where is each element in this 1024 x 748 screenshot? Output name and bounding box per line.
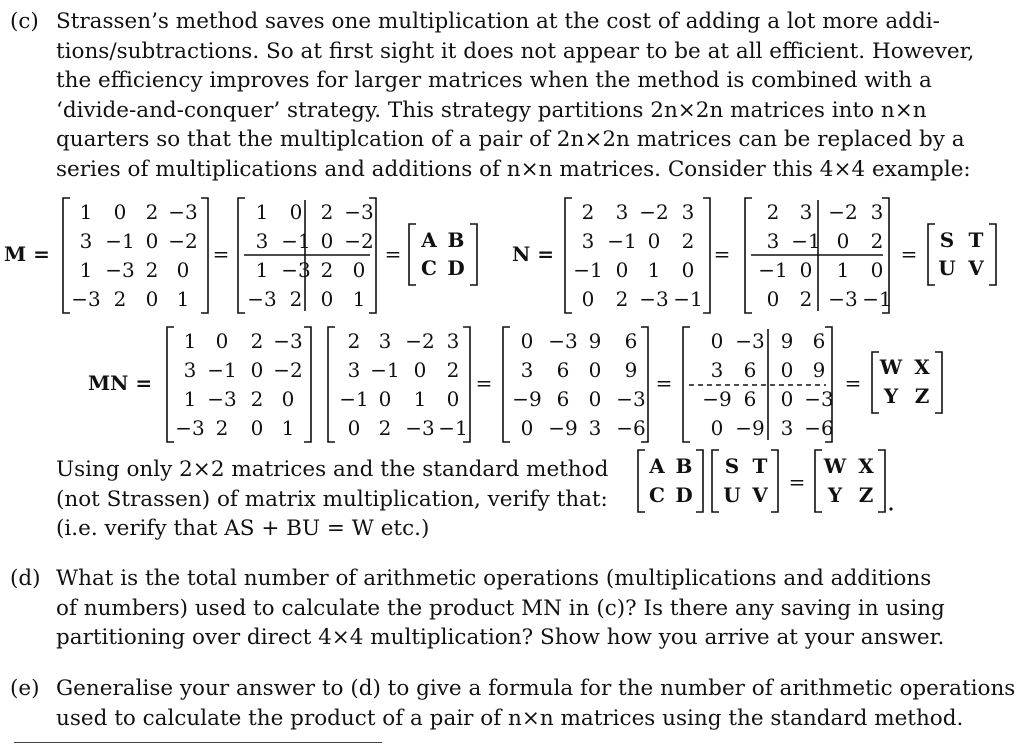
n-cell: 2 — [446, 358, 460, 382]
product-cell: −3 — [804, 387, 834, 411]
m-cell: −3 — [175, 416, 205, 440]
part-c-line: tions/subtractions. So at first sight it does not appear to be at all efficient. However, — [56, 38, 975, 64]
m-cell: 0 — [352, 258, 366, 282]
matrix-n-factor-left-bracket — [328, 327, 335, 442]
n-cell: −1 — [758, 258, 788, 282]
m-cell: 0 — [145, 229, 159, 253]
n-cell: 2 — [681, 229, 695, 253]
part-d-line: partitioning over direct 4×4 multiplication? Show how you arrive at your answer. — [56, 625, 945, 651]
matrix-m-partitioned-left-bracket — [238, 198, 245, 313]
part-c-line: ‘divide-and-conquer’ strategy. This strategy partitions 2n×2n matrices into n×n — [56, 97, 927, 123]
n-cell: 3 — [446, 329, 460, 353]
n-cell: 0 — [799, 258, 813, 282]
m-cell: 2 — [320, 258, 334, 282]
product-cell: 0 — [520, 329, 534, 353]
m-cell: −1 — [105, 229, 135, 253]
m-cell: 3 — [79, 229, 93, 253]
n-cell: 3 — [766, 229, 780, 253]
n-cell: 2 — [378, 416, 392, 440]
matrix-wxyz-right-bracket — [935, 352, 942, 413]
verify-text — [56, 455, 608, 544]
m-cell: 1 — [79, 258, 93, 282]
n-cell: 0 — [347, 416, 361, 440]
product-cell: 0 — [588, 358, 602, 382]
matrix-m-right-bracket — [201, 198, 208, 313]
m-cell: −1 — [207, 358, 237, 382]
m-cell: 1 — [176, 287, 190, 311]
part-e-line: Generalise your answer to (d) to give a formula for the number of arithmetic operations — [56, 676, 1016, 701]
part-d-text — [10, 564, 945, 653]
equals-sign: = — [844, 371, 862, 395]
n-cell: −1 — [339, 387, 369, 411]
product-cell: −9 — [512, 387, 542, 411]
matrix-m-factor-right-bracket — [304, 327, 311, 442]
part-d-line: of numbers) used to calculate the product MN in (c)? Is there any saving in using — [56, 595, 945, 621]
block-cell: D — [447, 256, 465, 280]
matrix-m-left-bracket — [63, 198, 70, 313]
product-cell: −6 — [804, 416, 834, 440]
part-d-line: What is the total number of arithmetic operations (multiplications and additions — [56, 566, 932, 591]
product-cell: −9 — [702, 387, 732, 411]
n-cell: −3 — [405, 416, 435, 440]
matrix-wxyz-left-bracket — [872, 352, 879, 413]
block-cell: S — [724, 454, 740, 478]
n-cell: −1 — [791, 229, 821, 253]
product-cell: 0 — [588, 387, 602, 411]
matrix-n-left-bracket — [565, 198, 572, 313]
m-cell: −3 — [168, 200, 198, 224]
m-cell: −2 — [344, 229, 374, 253]
product-cell: 9 — [780, 329, 794, 353]
block-cell: U — [938, 256, 956, 280]
part-e-line: used to calculate the product of a pair of n×n matrices using the standard method. — [56, 705, 964, 731]
m-cell: −3 — [273, 329, 303, 353]
product-cell: 6 — [812, 329, 826, 353]
part-e-text — [10, 674, 1016, 733]
n-cell: 0 — [766, 287, 780, 311]
n-cell: 3 — [681, 200, 695, 224]
product-cell: 9 — [624, 358, 638, 382]
part-c-line: the efficiency improves for larger matrices when the method is combined with a — [56, 68, 932, 94]
n-cell: 3 — [799, 200, 813, 224]
m-cell: 0 — [320, 287, 334, 311]
n-cell: 1 — [836, 258, 850, 282]
product-cell: 9 — [812, 358, 826, 382]
m-cell: −3 — [71, 287, 101, 311]
block-cell: W — [823, 454, 847, 478]
product-cell: 6 — [556, 387, 570, 411]
block-cell: U — [723, 483, 741, 507]
product-cell: 6 — [743, 387, 757, 411]
m-cell: 0 — [281, 387, 295, 411]
block-cell: X — [858, 454, 874, 478]
n-cell: −1 — [573, 258, 603, 282]
n-cell: 2 — [347, 329, 361, 353]
m-cell: −3 — [344, 200, 374, 224]
product-cell: 3 — [520, 358, 534, 382]
m-cell: 1 — [255, 258, 269, 282]
equals-sign: = — [212, 242, 230, 266]
n-cell: 1 — [413, 387, 427, 411]
m-cell: 2 — [320, 200, 334, 224]
m-cell: 0 — [113, 200, 127, 224]
matrix-stuv-right-bracket — [989, 224, 996, 285]
equals-sign: = — [384, 242, 402, 266]
n-cell: 0 — [378, 387, 392, 411]
matrix-product-left-bracket — [503, 327, 510, 442]
n-cell: 3 — [378, 329, 392, 353]
n-cell: 0 — [681, 258, 695, 282]
m-cell: 1 — [79, 200, 93, 224]
block-cell: S — [939, 228, 955, 252]
m-cell: 0 — [145, 287, 159, 311]
m-cell: 0 — [320, 229, 334, 253]
n-cell: −1 — [607, 229, 637, 253]
n-cell: 2 — [799, 287, 813, 311]
m-cell: 0 — [250, 358, 264, 382]
n-cell: −2 — [639, 200, 669, 224]
m-cell: 0 — [289, 200, 303, 224]
m-cell: 3 — [255, 229, 269, 253]
matrix-abcd-verify-left-bracket — [638, 450, 645, 512]
part-c-line: series of multiplications and additions of n×n matrices. Consider this 4×4 example: — [56, 156, 971, 182]
block-cell: A — [649, 454, 665, 478]
n-cell: 0 — [870, 258, 884, 282]
product-cell: 9 — [588, 329, 602, 353]
m-cell: −2 — [273, 358, 303, 382]
product-cell: −9 — [735, 416, 765, 440]
block-cell: Z — [858, 483, 874, 507]
m-cell: −3 — [105, 258, 135, 282]
part-c-label: (c) — [10, 9, 39, 34]
product-cell: 0 — [520, 416, 534, 440]
n-cell: 0 — [615, 258, 629, 282]
matrix-abcd-verify-right-bracket — [696, 450, 703, 512]
m-cell: 0 — [215, 329, 229, 353]
matrix-stuv-verify-right-bracket — [771, 450, 778, 512]
n-cell: 1 — [647, 258, 661, 282]
n-cell: 3 — [347, 358, 361, 382]
block-cell: W — [879, 355, 903, 379]
mn-label: MN = — [88, 371, 153, 395]
n-cell: −1 — [370, 358, 400, 382]
m-cell: 0 — [250, 416, 264, 440]
block-cell: V — [752, 483, 768, 507]
m-cell: 1 — [281, 416, 295, 440]
matrix-product-partitioned-left-bracket — [683, 327, 690, 442]
n-cell: 2 — [766, 200, 780, 224]
n-cell: 3 — [581, 229, 595, 253]
full-stop — [889, 507, 892, 510]
n-cell: −1 — [862, 287, 892, 311]
block-cell: B — [675, 454, 693, 478]
n-cell: −2 — [405, 329, 435, 353]
product-cell: 6 — [743, 358, 757, 382]
product-cell: 0 — [780, 387, 794, 411]
matrix-m-factor-left-bracket — [167, 327, 174, 442]
matrix-abcd-right-bracket — [470, 224, 477, 285]
m-cell: 1 — [183, 329, 197, 353]
n-cell: −1 — [673, 287, 703, 311]
product-cell: 3 — [588, 416, 602, 440]
part-d-label: (d) — [10, 566, 41, 591]
m-cell: −3 — [281, 258, 311, 282]
n-cell: 2 — [615, 287, 629, 311]
equals-sign: = — [900, 242, 918, 266]
n-cell: 0 — [581, 287, 595, 311]
n-cell: 0 — [647, 229, 661, 253]
m-cell: 1 — [352, 287, 366, 311]
product-cell: 0 — [710, 329, 724, 353]
m-cell: 1 — [255, 200, 269, 224]
block-cell: B — [447, 228, 465, 252]
block-cell: T — [968, 228, 984, 252]
n-cell: −3 — [639, 287, 669, 311]
n-cell: 0 — [446, 387, 460, 411]
product-cell: 6 — [556, 358, 570, 382]
m-cell: −3 — [247, 287, 277, 311]
matrix-wxyz-verify-right-bracket — [878, 450, 885, 512]
block-cell: C — [421, 256, 437, 280]
matrix-n-right-bracket — [703, 198, 710, 313]
m-cell: 2 — [145, 200, 159, 224]
n-cell: 0 — [413, 358, 427, 382]
n-cell: −2 — [828, 200, 858, 224]
product-cell: −6 — [616, 416, 646, 440]
n-cell: 3 — [615, 200, 629, 224]
m-cell: 2 — [250, 329, 264, 353]
m-cell: 0 — [176, 258, 190, 282]
matrix-stuv-verify-left-bracket — [712, 450, 719, 512]
matrix-n-partitioned-left-bracket — [745, 198, 752, 313]
product-cell: −3 — [735, 329, 765, 353]
verify-line: (not Strassen) of matrix multiplication, verify that: — [56, 486, 608, 512]
m-cell: 1 — [183, 387, 197, 411]
block-cell: X — [914, 355, 930, 379]
product-cell: −3 — [548, 329, 578, 353]
part-c-line: Strassen’s method saves one multiplication at the cost of adding a lot more addi- — [56, 9, 940, 34]
equals-sign: = — [713, 242, 731, 266]
block-cell: Z — [914, 384, 930, 408]
n-cell: 2 — [581, 200, 595, 224]
n-cell: 3 — [870, 200, 884, 224]
m-cell: 2 — [113, 287, 127, 311]
product-cell: 3 — [780, 416, 794, 440]
product-cell: −3 — [616, 387, 646, 411]
equals-sign: = — [475, 371, 493, 395]
m-cell: −3 — [207, 387, 237, 411]
m-cell: −1 — [281, 229, 311, 253]
verify-line: (i.e. verify that AS + BU = W etc.) — [56, 516, 430, 542]
n-cell: −1 — [438, 416, 468, 440]
n-cell: 0 — [836, 229, 850, 253]
footer-rule — [14, 742, 382, 743]
block-cell: A — [421, 228, 437, 252]
product-cell: 3 — [710, 358, 724, 382]
n-cell: −3 — [828, 287, 858, 311]
part-c-line: quarters so that the multiplcation of a pair of 2n×2n matrices can be replaced by a — [56, 127, 965, 153]
m-label: M = — [4, 242, 50, 266]
product-cell: 0 — [780, 358, 794, 382]
m-cell: 2 — [250, 387, 264, 411]
matrix-stuv-left-bracket — [928, 224, 935, 285]
block-cell: V — [968, 256, 984, 280]
block-cell: C — [649, 483, 665, 507]
m-cell: 3 — [183, 358, 197, 382]
n-cell: 2 — [870, 229, 884, 253]
block-cell: D — [675, 483, 693, 507]
block-cell: Y — [827, 483, 843, 507]
block-cell: Y — [883, 384, 899, 408]
equals-sign: = — [655, 371, 673, 395]
product-cell: −9 — [548, 416, 578, 440]
m-cell: −2 — [168, 229, 198, 253]
product-cell: 0 — [710, 416, 724, 440]
m-cell: 2 — [145, 258, 159, 282]
part-e-label: (e) — [10, 676, 40, 701]
product-cell: 6 — [624, 329, 638, 353]
n-label: N = — [512, 242, 555, 266]
m-cell: 2 — [289, 287, 303, 311]
matrix-abcd-left-bracket — [409, 224, 416, 285]
matrix-wxyz-verify-left-bracket — [815, 450, 822, 512]
block-cell: T — [752, 454, 768, 478]
m-cell: 2 — [215, 416, 229, 440]
equals-sign: = — [788, 470, 806, 494]
verify-line: Using only 2×2 matrices and the standard method — [56, 457, 609, 482]
